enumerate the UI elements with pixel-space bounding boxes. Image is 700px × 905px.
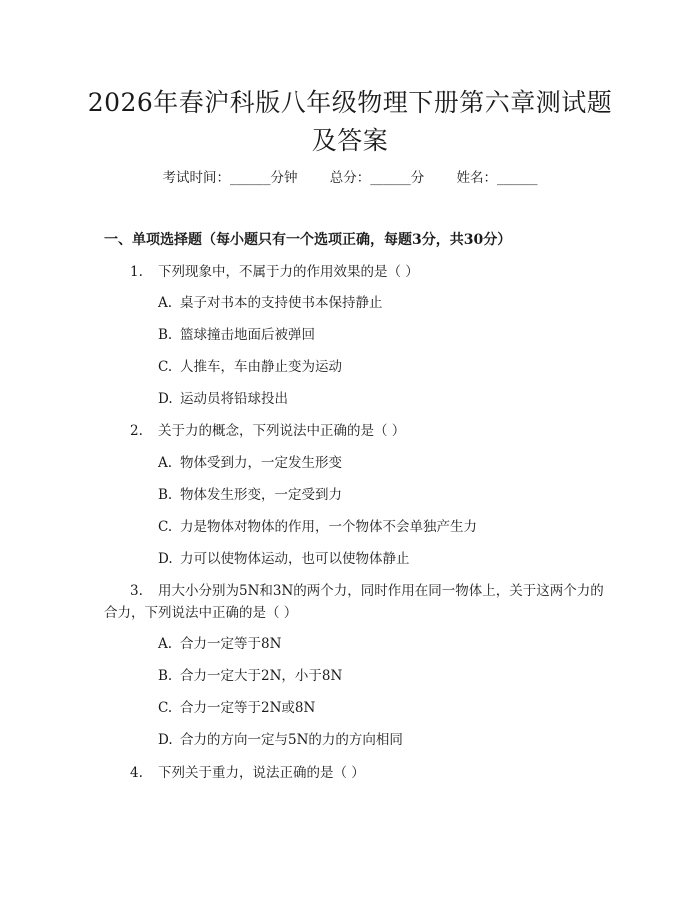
question-3-option-a bbox=[158, 634, 281, 654]
question-text: 用大小分别为5N和3N的两个力，同时作用在同一物体上，关于这两个力的合力，下列说法中正确的是（ ） bbox=[104, 583, 604, 621]
question-1-option-c bbox=[158, 357, 342, 377]
option-text: 力可以使物体运动，也可以使物体静止 bbox=[180, 551, 410, 567]
option-letter: B. bbox=[158, 668, 173, 684]
option-text: 物体受到力，一定发生形变 bbox=[180, 455, 342, 471]
exam-time-field: 考试时间：______分钟 bbox=[162, 170, 298, 186]
question-3-option-d bbox=[158, 730, 403, 750]
option-letter: C. bbox=[158, 359, 173, 375]
question-1 bbox=[104, 261, 604, 283]
question-text: 关于力的概念，下列说法中正确的是（ ） bbox=[158, 423, 406, 439]
name-field: 姓名：______ bbox=[456, 170, 538, 186]
option-letter: C. bbox=[158, 700, 173, 716]
option-letter: A. bbox=[158, 455, 173, 471]
question-3-option-b bbox=[158, 666, 342, 686]
question-2-option-b bbox=[158, 485, 342, 505]
option-letter: D. bbox=[158, 551, 173, 567]
option-text: 篮球撞击地面后被弹回 bbox=[180, 327, 315, 343]
question-1-option-b bbox=[158, 325, 315, 345]
question-number: 4. bbox=[130, 765, 143, 781]
option-letter: A. bbox=[158, 636, 173, 652]
total-score-field: 总分：______分 bbox=[329, 170, 425, 186]
option-letter: D. bbox=[158, 391, 173, 407]
question-2-option-a bbox=[158, 453, 342, 473]
question-4 bbox=[104, 762, 604, 784]
option-text: 合力的方向一定与5N的力的方向相同 bbox=[180, 732, 403, 748]
option-text: 合力一定等于2N或8N bbox=[180, 700, 316, 716]
option-letter: D. bbox=[158, 732, 173, 748]
question-2-option-c bbox=[158, 517, 477, 537]
option-text: 合力一定大于2N，小于8N bbox=[180, 668, 343, 684]
option-letter: B. bbox=[158, 487, 173, 503]
question-3-option-c bbox=[158, 698, 315, 718]
question-1-option-d bbox=[158, 389, 288, 409]
question-3 bbox=[104, 580, 604, 624]
question-2 bbox=[104, 420, 604, 442]
question-number: 3. bbox=[130, 583, 143, 599]
question-number: 2. bbox=[130, 423, 143, 439]
option-text: 合力一定等于8N bbox=[180, 636, 282, 652]
exam-meta bbox=[0, 168, 700, 188]
question-2-option-d bbox=[158, 549, 410, 569]
option-letter: C. bbox=[158, 519, 173, 535]
option-letter: A. bbox=[158, 295, 173, 311]
question-text: 下列现象中，不属于力的作用效果的是（ ） bbox=[158, 264, 419, 280]
option-text: 人推车，车由静止变为运动 bbox=[180, 359, 342, 375]
option-text: 力是物体对物体的作用，一个物体不会单独产生力 bbox=[180, 519, 477, 535]
option-text: 物体发生形变，一定受到力 bbox=[180, 487, 342, 503]
question-1-option-a bbox=[158, 293, 383, 313]
page-title: 2026年春沪科版八年级物理下册第六章测试题及答案 bbox=[87, 88, 613, 155]
option-letter: B. bbox=[158, 327, 173, 343]
question-number: 1. bbox=[130, 264, 143, 280]
question-text: 下列关于重力，说法正确的是（ ） bbox=[158, 765, 365, 781]
option-text: 桌子对书本的支持使书本保持静止 bbox=[180, 295, 383, 311]
section-heading: 一、单项选择题（每小题只有一个选项正确，每题3分，共30分） bbox=[104, 232, 512, 248]
option-text: 运动员将铅球投出 bbox=[180, 391, 288, 407]
